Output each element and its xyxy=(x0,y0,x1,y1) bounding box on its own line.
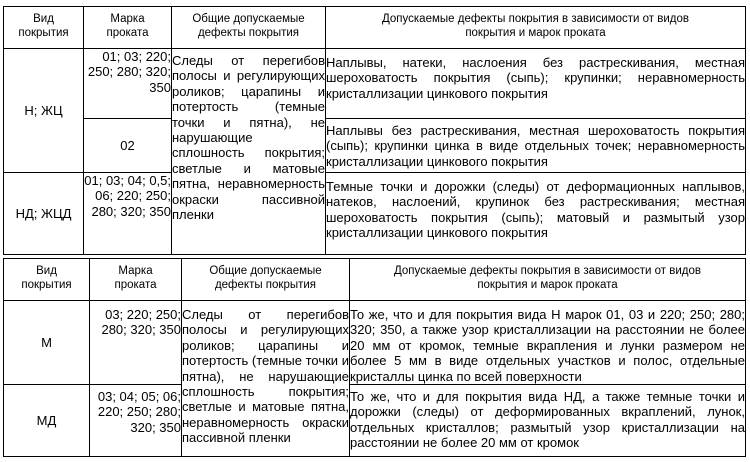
defects-table-1 xyxy=(3,6,746,255)
table-header-row xyxy=(4,7,746,49)
defects-cell: То же, что и для покрытия вида Н марок 01, 03 и 220; 250; 280; 320; 350, а также узор кристаллизации на расстоянии не более 20 мм от кромок, темные вкрапления и лунки размером не более 5 мм в виде отдельных участков и полос, отдельные кристаллы цинка по всей поверхности xyxy=(350,301,746,385)
table-row xyxy=(4,385,746,457)
defects-cell: Наплывы, натеки, наслоения без растрескивания, местная шероховатость покрытия (сыпь); крупинки; неравномерность кристаллизации цинкового покрытия xyxy=(326,49,746,119)
header-by-type: Допускаемые дефекты покрытия в зависимости от видов покрытия и марок проката xyxy=(326,7,746,49)
marka-cell: 01; 03; 220; 250; 280; 320; 350 xyxy=(84,49,172,119)
vid-cell: МД xyxy=(4,385,90,457)
header-by-type: Допускаемые дефекты покрытия в зависимости от видов покрытия и марок проката xyxy=(350,259,746,301)
header-vid: Вид покрытия xyxy=(4,259,90,301)
marka-cell: 03; 04; 05; 06; 220; 250; 280; 320; 350 xyxy=(90,385,182,457)
marka-cell: 03; 220; 250; 280; 320; 350 xyxy=(90,301,182,385)
vid-cell: Н; ЖЦ xyxy=(4,49,84,173)
defects-cell: Темные точки и дорожки (следы) от деформационных наплывов, натеков, наслоений, крупинок без растрескивания; местная шероховатость покрытия (сыпь); матовый и размытый узор кристаллизации цинкового покрытия xyxy=(326,173,746,255)
table-row xyxy=(4,301,746,385)
header-common: Общие допускаемые дефекты покрытия xyxy=(182,259,350,301)
table-row xyxy=(4,119,746,173)
marka-cell: 01; 03; 04; 0,5; 06; 220; 250; 280; 320; 350 xyxy=(84,173,172,255)
defects-cell: Наплывы без растрескивания, местная шероховатость покрытия (сыпь); крупинки цинка в виде отдельных точек; неравномерность кристаллизации цинкового покрытия xyxy=(326,119,746,173)
table-row xyxy=(4,49,746,119)
common-defects-cell: Следы от перегибов полосы и регулирующих роликов; царапины и потертость (темные точки и пятна), не нарушающие сплошность покрытия; светлые и матовые пятна, неравномерность окраски пассивной пленки xyxy=(172,49,326,255)
header-common: Общие допускаемые дефекты покрытия xyxy=(172,7,326,49)
vid-cell: М xyxy=(4,301,90,385)
header-marka: Марка проката xyxy=(90,259,182,301)
defects-table-2 xyxy=(3,258,746,457)
common-defects-cell: Следы от перегибов полосы и регулирующих роликов; царапины и потертость (темные точки и пятна), не нарушающие сплошность покрытия; светлые и матовые пятна, неравномерность окраски пассивной пленки xyxy=(182,301,350,457)
table-row xyxy=(4,173,746,255)
vid-cell: НД; ЖЦД xyxy=(4,173,84,255)
marka-cell: 02 xyxy=(84,119,172,173)
defects-cell: То же, что и для покрытия вида НД, а также темные точки и дорожки (следы) от деформированных вкраплений, лунок, отдельных кристаллов; размытый узор кристаллизации на расстоянии не более 20 мм от кромок xyxy=(350,385,746,457)
table-header-row xyxy=(4,259,746,301)
header-vid: Вид покрытия xyxy=(4,7,84,49)
header-marka: Марка проката xyxy=(84,7,172,49)
